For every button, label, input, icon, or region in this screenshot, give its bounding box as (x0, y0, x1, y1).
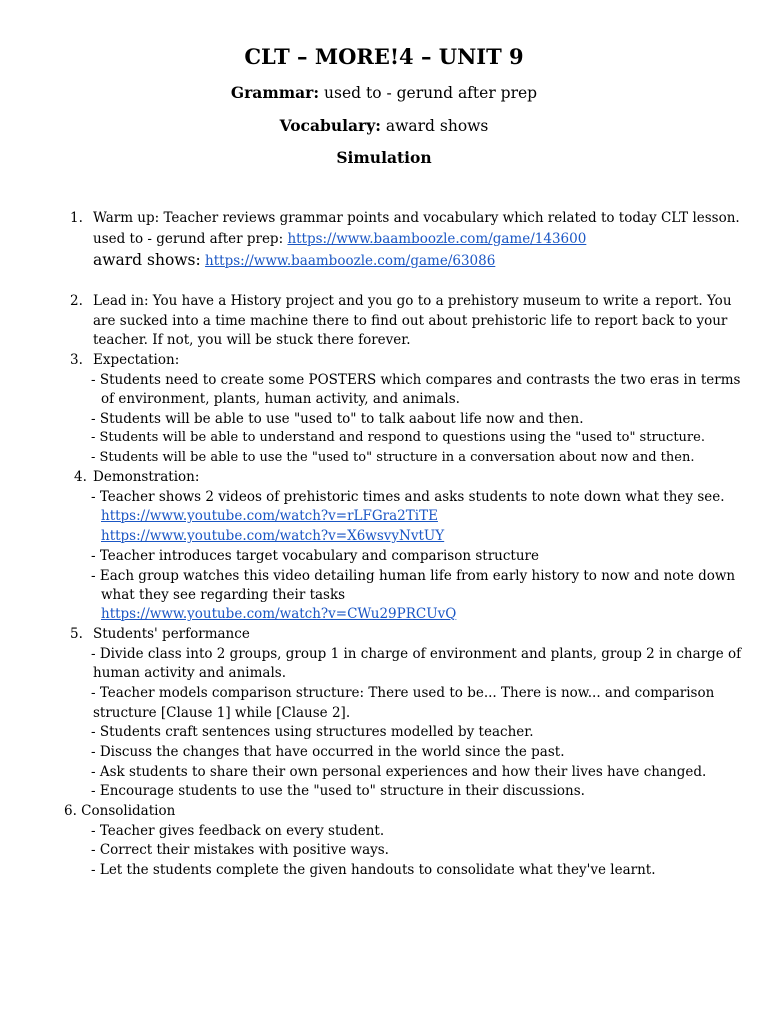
section-1-grammar-line (93, 230, 586, 248)
section-5-line-3: - Teacher models comparison structure: There used to be... There is now... and comparison (91, 685, 715, 701)
grammar-game-link[interactable]: https://www.baamboozle.com/game/143600 (287, 231, 587, 247)
vocabulary-line (0, 116, 768, 135)
section-3-line-3: - Students will be able to use "used to" to talk aabout life now and then. (91, 411, 584, 427)
section-4-heading: Demonstration: (93, 469, 200, 485)
grammar-value: used to - gerund after prep (324, 84, 538, 102)
section-6-line-3: - Let the students complete the given handouts to consolidate what they've learnt. (91, 862, 656, 878)
page-title: CLT – MORE!4 – UNIT 9 (244, 44, 524, 69)
vocabulary-value: award shows (385, 117, 489, 135)
grammar-line (0, 83, 768, 102)
section-4-number: 4. (74, 469, 87, 485)
section-2-line-1: Lead in: You have a History project and you go to a prehistory museum to write a report. You (93, 293, 732, 309)
section-1-line-1: Warm up: Teacher reviews grammar points and vocabulary which related to today CLT lesson. (93, 210, 740, 226)
section-3-line-2: of environment, plants, human activity, and animals. (101, 391, 460, 407)
vocabulary-label: Vocabulary: (279, 116, 381, 135)
section-4-line-1: - Teacher shows 2 videos of prehistoric times and asks students to note down what they see. (91, 489, 725, 505)
section-4-line-3: - Each group watches this video detailing human life from early history to now and note down (91, 568, 736, 584)
section-3-number: 3. (70, 352, 83, 368)
section-6-line-1: - Teacher gives feedback on every student. (91, 823, 385, 839)
video-link-3[interactable]: https://www.youtube.com/watch?v=CWu29PRCUvQ (101, 606, 457, 622)
simulation-heading: Simulation (336, 148, 432, 167)
section-3-line-4: - Students will be able to understand and respond to questions using the "used to" structure. (91, 430, 705, 445)
section-3-line-5: - Students will be able to use the "used to" structure in a conversation about now and then. (91, 450, 695, 465)
section-5-line-8: - Encourage students to use the "used to" structure in their discussions. (91, 783, 585, 799)
section-5-line-4: structure [Clause 1] while [Clause 2]. (93, 705, 351, 721)
section-5-heading: Students' performance (93, 626, 250, 642)
section-4-line-2: - Teacher introduces target vocabulary and comparison structure (91, 548, 539, 564)
section-5-line-7: - Ask students to share their own personal experiences and how their lives have changed. (91, 764, 707, 780)
section-5-line-2: human activity and animals. (93, 665, 286, 681)
section-6-line-2: - Correct their mistakes with positive ways. (91, 842, 389, 858)
section-4-line-4: what they see regarding their tasks (101, 587, 346, 603)
section-5-line-1: - Divide class into 2 groups, group 1 in charge of environment and plants, group 2 in charge of (91, 646, 742, 662)
section-3-line-1: - Students need to create some POSTERS which compares and contrasts the two eras in terms (91, 372, 741, 388)
award-game-label: award shows: (93, 251, 201, 269)
section-5-line-5: - Students craft sentences using structures modelled by teacher. (91, 724, 534, 740)
section-5-number: 5. (70, 626, 83, 642)
grammar-game-label: used to - gerund after prep: (93, 231, 284, 247)
section-2-number: 2. (70, 293, 83, 309)
grammar-label: Grammar: (230, 83, 320, 102)
video-link-1[interactable]: https://www.youtube.com/watch?v=rLFGra2TiTE (101, 508, 438, 524)
section-2-line-3: teacher. If not, you will be stuck there forever. (93, 332, 411, 348)
section-3-heading: Expectation: (93, 352, 180, 368)
video-link-2[interactable]: https://www.youtube.com/watch?v=X6wsvyNvtUY (101, 528, 445, 544)
section-6-heading: 6. Consolidation (64, 803, 176, 819)
section-1-award-line (93, 251, 495, 270)
section-2-line-2: are sucked into a time machine there to find out about prehistoric life to report back to your (93, 313, 728, 329)
section-1-number: 1. (70, 210, 83, 226)
award-game-link[interactable]: https://www.baamboozle.com/game/63086 (205, 253, 496, 269)
section-5-line-6: - Discuss the changes that have occurred in the world since the past. (91, 744, 565, 760)
